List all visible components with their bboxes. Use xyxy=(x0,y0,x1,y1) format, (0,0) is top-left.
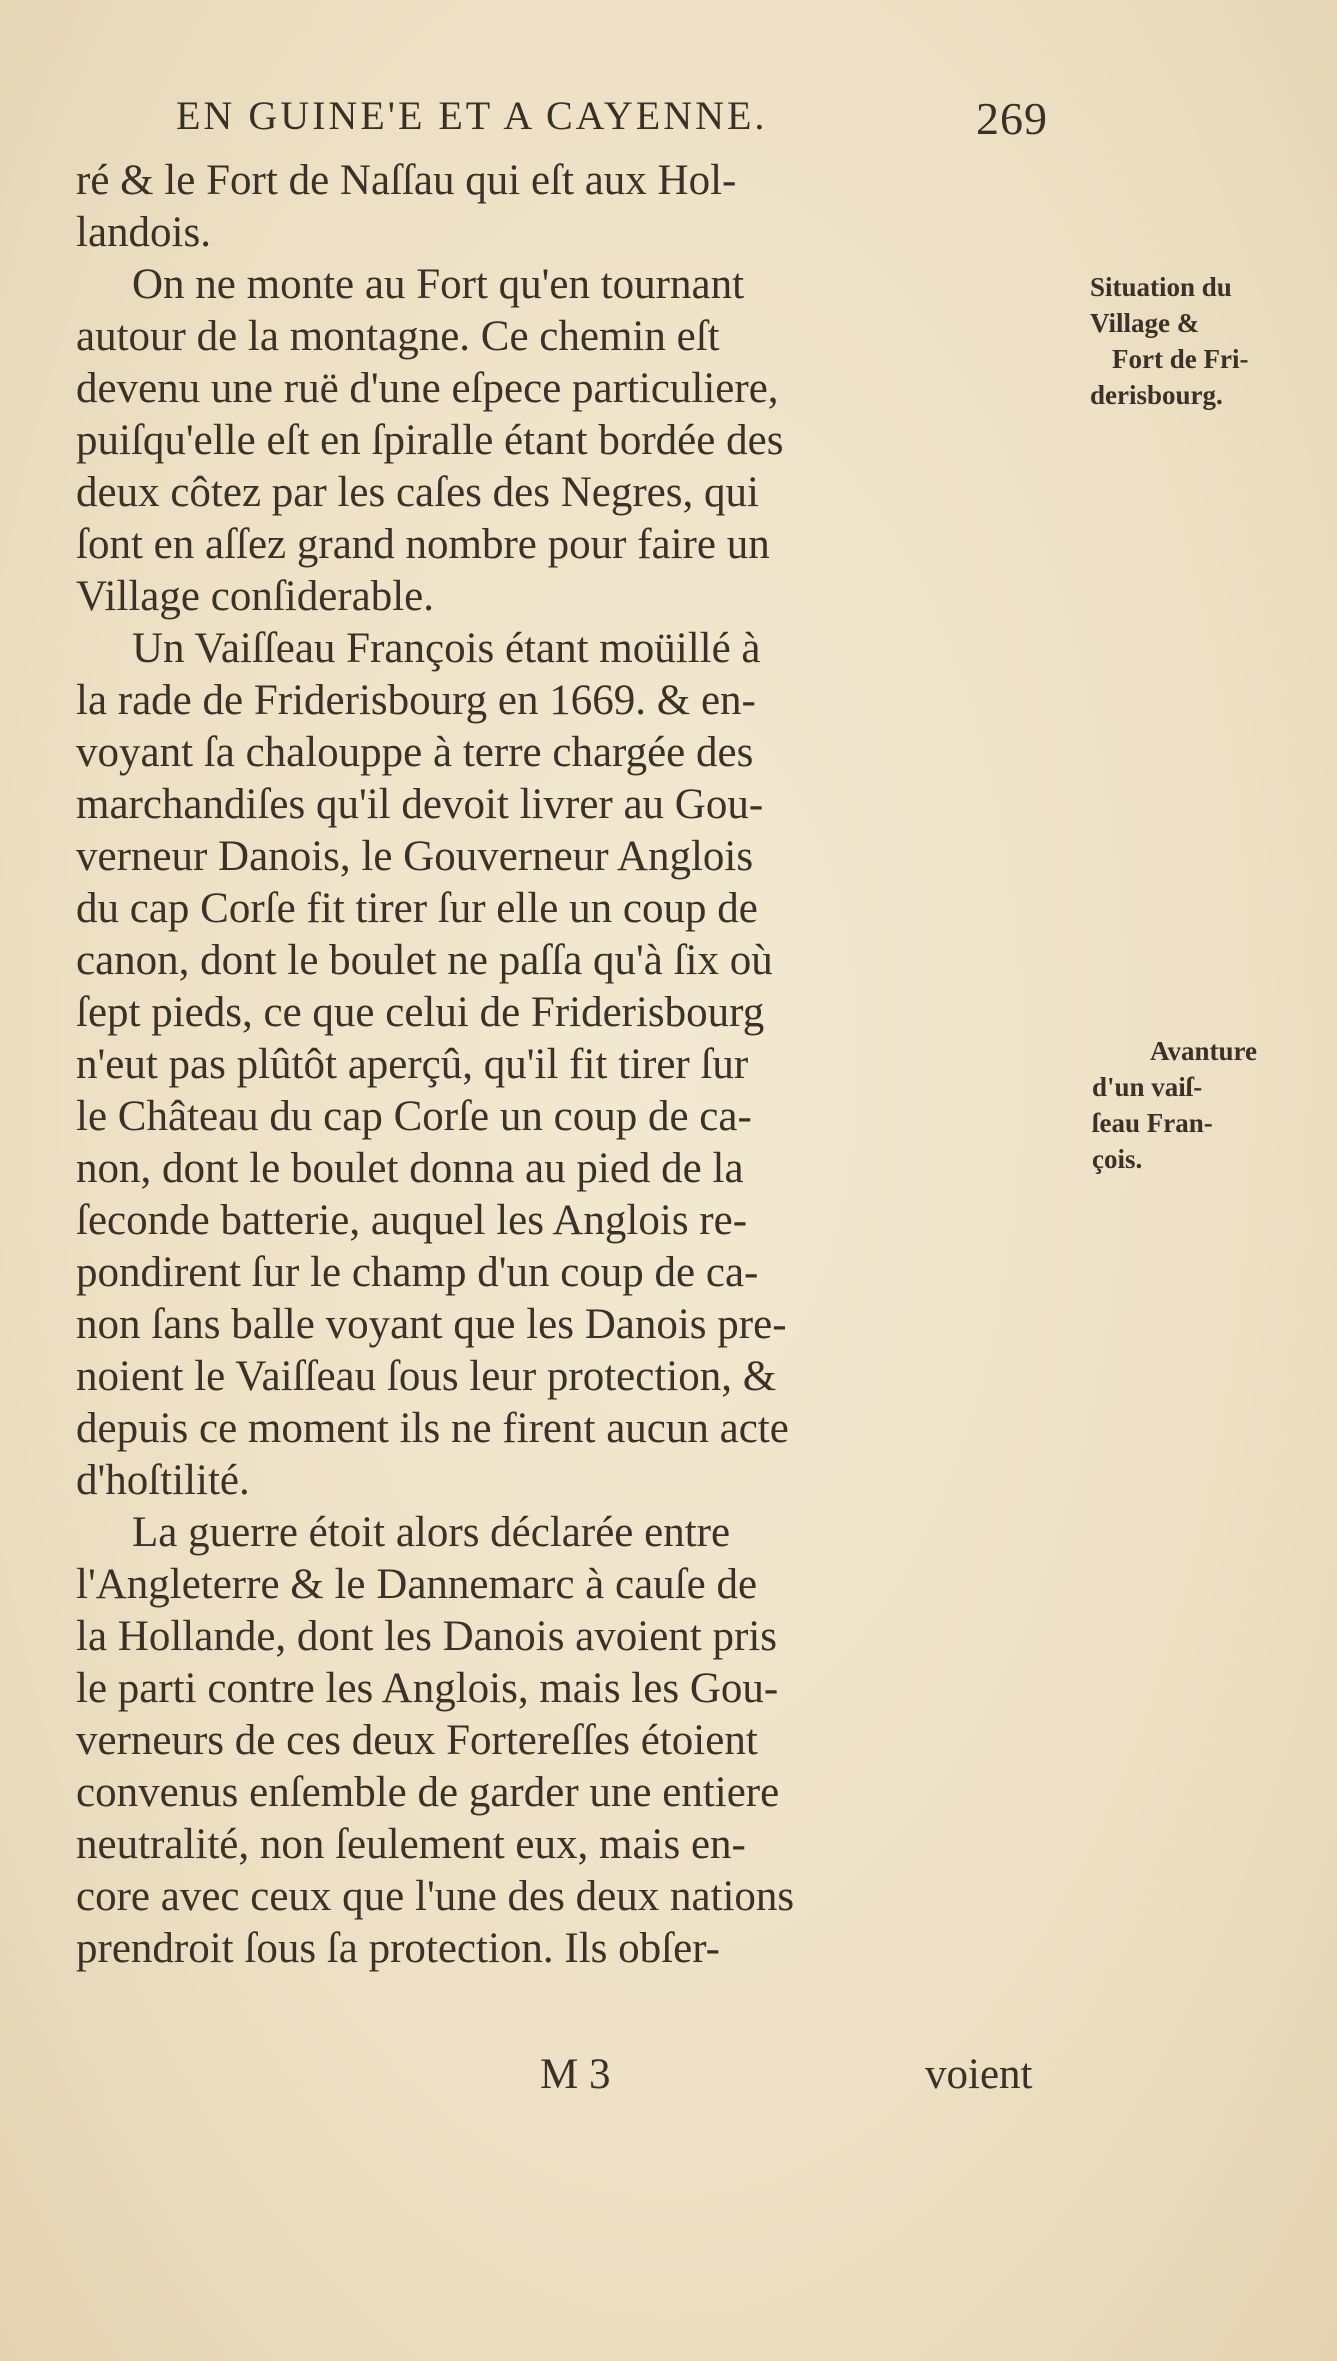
text-line: verneur Danois, le Gouverneur Anglois xyxy=(76,833,754,880)
catchword: voient xyxy=(925,2051,1033,2098)
text-line: ré & le Fort de Naſſau qui eſt aux Hol- xyxy=(76,157,737,204)
text-line: convenus enſemble de garder une entiere xyxy=(76,1769,780,1816)
text-line: landois. xyxy=(76,209,211,256)
margin-note: Avanture xyxy=(1150,1036,1257,1066)
text-line: noient le Vaiſſeau ſous leur protection, & xyxy=(76,1353,777,1400)
page-number: 269 xyxy=(976,93,1048,144)
text-line: Un Vaiſſeau François étant moüillé à xyxy=(132,625,761,672)
text-line: le Château du cap Corſe un coup de ca- xyxy=(76,1093,752,1140)
text-line: depuis ce moment ils ne firent aucun acte xyxy=(76,1405,789,1452)
text-line: core avec ceux que l'une des deux nations xyxy=(76,1873,795,1920)
text-line: On ne monte au Fort qu'en tournant xyxy=(132,261,745,308)
margin-note: Fort de Fri- xyxy=(1112,344,1249,374)
text-line: devenu une ruë d'une eſpece particuliere, xyxy=(76,365,779,412)
text-line: l'Angleterre & le Dannemarc à cauſe de xyxy=(76,1561,758,1608)
text-line: deux côtez par les caſes des Negres, qui xyxy=(76,469,759,516)
text-line: n'eut pas plûtôt aperçû, qu'il fit tirer ſur xyxy=(76,1041,749,1088)
text-line: le parti contre les Anglois, mais les Gou- xyxy=(76,1665,779,1712)
text-line: La guerre étoit alors déclarée entre xyxy=(132,1509,731,1556)
text-line: autour de la montagne. Ce chemin eſt xyxy=(76,313,720,360)
text-line: ſont en aſſez grand nombre pour faire un xyxy=(76,521,770,568)
text-line: pondirent ſur le champ d'un coup de ca- xyxy=(76,1249,759,1296)
text-line: non, dont le boulet donna au pied de la xyxy=(76,1145,744,1192)
text-line: prendroit ſous ſa protection. Ils obſer- xyxy=(76,1925,720,1972)
text-line: ſept pieds, ce que celui de Friderisbourg xyxy=(76,989,765,1036)
text-line: la rade de Friderisbourg en 1669. & en- xyxy=(76,677,756,724)
margin-note: ſeau Fran- xyxy=(1092,1108,1213,1138)
margin-note: Village & xyxy=(1090,308,1200,338)
text-line: la Hollande, dont les Danois avoient pris xyxy=(76,1613,777,1660)
text-line: neutralité, non ſeulement eux, mais en- xyxy=(76,1821,746,1868)
signature-mark: M 3 xyxy=(540,2051,611,2098)
margin-note: çois. xyxy=(1092,1144,1143,1174)
text-line: canon, dont le boulet ne paſſa qu'à ſix où xyxy=(76,937,773,984)
page-header xyxy=(176,92,1076,144)
margin-note: Situation du xyxy=(1090,272,1232,302)
text-line: puiſqu'elle eſt en ſpiralle étant bordée des xyxy=(76,417,784,464)
text-line: voyant ſa chalouppe à terre chargée des xyxy=(76,729,754,776)
text-line: Village conſiderable. xyxy=(76,573,434,620)
text-line: d'hoſtilité. xyxy=(76,1457,250,1504)
text-line: marchandiſes qu'il devoit livrer au Gou- xyxy=(76,781,764,828)
text-line: du cap Corſe fit tirer ſur elle un coup de xyxy=(76,885,758,932)
margin-note: d'un vaiſ- xyxy=(1092,1072,1203,1102)
text-line: ſeconde batterie, auquel les Anglois re- xyxy=(76,1197,748,1244)
text-line: verneurs de ces deux Fortereſſes étoient xyxy=(76,1717,758,1764)
running-title: EN GUINE'E ET A CAYENNE. xyxy=(176,93,768,138)
margin-note: derisbourg. xyxy=(1090,380,1223,410)
text-line: non ſans balle voyant que les Danois pre- xyxy=(76,1301,787,1348)
